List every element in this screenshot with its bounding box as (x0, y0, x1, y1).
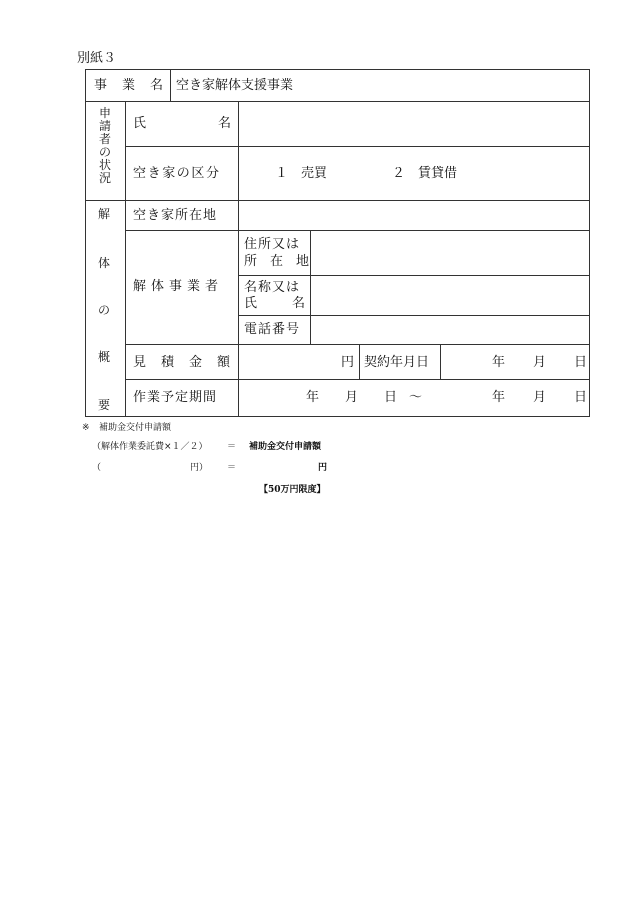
doc-label: 別紙３ (77, 51, 117, 66)
formula-right: 補助金交付申請額 (249, 442, 322, 452)
demolition-summary-char: 概 (98, 350, 111, 364)
table-border-right (589, 69, 590, 417)
col-separator (170, 69, 171, 102)
vacant-house-location-field[interactable] (240, 202, 588, 229)
category-option-lease[interactable]: ２ 賃貸借 (392, 166, 458, 181)
demolition-summary-char: 要 (98, 398, 111, 412)
demolition-summary-char: 解 (98, 207, 111, 221)
demolition-contractor-label: 解体事業者 (133, 279, 224, 294)
table-border-top (85, 69, 590, 70)
work-period-field[interactable] (240, 381, 588, 415)
vacant-house-category-label: 空き家の区分 (133, 166, 221, 181)
applicant-status-char: 申 (98, 106, 111, 120)
applicant-status-char: 者 (98, 132, 111, 146)
estimate-amount-field[interactable] (240, 346, 350, 378)
applicant-status-char: 状 (98, 158, 111, 172)
contract-month-unit: 月 (533, 355, 547, 370)
col-separator (310, 230, 311, 345)
work-period-label: 作業予定期間 (133, 390, 218, 405)
row-separator (238, 275, 590, 276)
amount-paren-open: （ (92, 463, 102, 473)
row-separator (125, 379, 590, 380)
start-year-unit: 年 (306, 390, 320, 405)
row-separator (85, 200, 590, 201)
name-or-label-line2-right: 名 (292, 296, 306, 311)
amount-paren-close: 円） (190, 463, 209, 473)
address-label-line1: 住所又は (244, 237, 301, 252)
row-separator (125, 344, 590, 345)
end-month-unit: 月 (533, 390, 547, 405)
project-name-label: 事 業 名 (94, 78, 165, 93)
category-option-sale[interactable]: １ 売買 (275, 166, 328, 181)
end-day-unit: 日 (574, 390, 588, 405)
table-border-left (85, 69, 86, 417)
estimate-amount-label: 見 積 金 額 (133, 355, 232, 370)
phone-label: 電話番号 (244, 322, 301, 337)
contractor-address-field[interactable] (312, 232, 588, 274)
note-heading: 補助金交付申請額 (99, 423, 172, 433)
end-year-unit: 年 (492, 390, 506, 405)
row-separator (238, 315, 590, 316)
col-separator (125, 101, 126, 417)
vacant-house-location-label: 空き家所在地 (133, 208, 218, 223)
commission-amount-field[interactable] (102, 461, 188, 475)
start-month-unit: 月 (345, 390, 359, 405)
applicant-status-char: 請 (98, 119, 111, 133)
formula-equals: ＝ (227, 442, 237, 452)
table-border-bottom (85, 416, 590, 417)
start-day-unit: 日 (384, 390, 398, 405)
name-or-label-line2-left: 氏 (244, 296, 258, 311)
applicant-name-label-left: 氏 (133, 116, 147, 131)
applicant-name-field[interactable] (240, 103, 588, 145)
period-tilde: 〜 (409, 390, 423, 405)
col-separator (440, 344, 441, 380)
demolition-summary-char: 体 (98, 256, 111, 270)
address-label-line2: 所 在 地 (244, 254, 310, 269)
estimate-yen-unit: 円 (341, 355, 355, 370)
applicant-status-char: 況 (98, 171, 111, 185)
limit-note: 【50万円限度】 (259, 485, 326, 495)
contract-year-unit: 年 (492, 355, 506, 370)
applicant-name-label-right: 名 (218, 116, 232, 131)
amount-equals: ＝ (227, 463, 237, 473)
contract-day-unit: 日 (574, 355, 588, 370)
note-mark: ※ (82, 423, 90, 433)
row-separator (125, 146, 590, 147)
contract-date-field[interactable] (442, 346, 588, 378)
applicant-status-char: の (98, 145, 111, 159)
name-or-label-line1: 名称又は (244, 280, 301, 295)
project-name-value: 空き家解体支援事業 (176, 78, 294, 93)
contractor-name-field[interactable] (312, 277, 588, 314)
demolition-summary-char: の (98, 303, 111, 317)
col-separator (238, 101, 239, 417)
row-separator (85, 101, 590, 102)
subsidy-amount-field[interactable] (249, 461, 317, 475)
applicant-status-label (98, 107, 112, 185)
subsidy-yen-unit: 円 (318, 463, 328, 473)
formula-left: （解体作業委託費×１／２） (92, 442, 208, 452)
contract-date-label: 契約年月日 (364, 355, 430, 370)
col-separator (359, 344, 360, 380)
row-separator (125, 230, 590, 231)
contractor-phone-field[interactable] (312, 317, 588, 343)
